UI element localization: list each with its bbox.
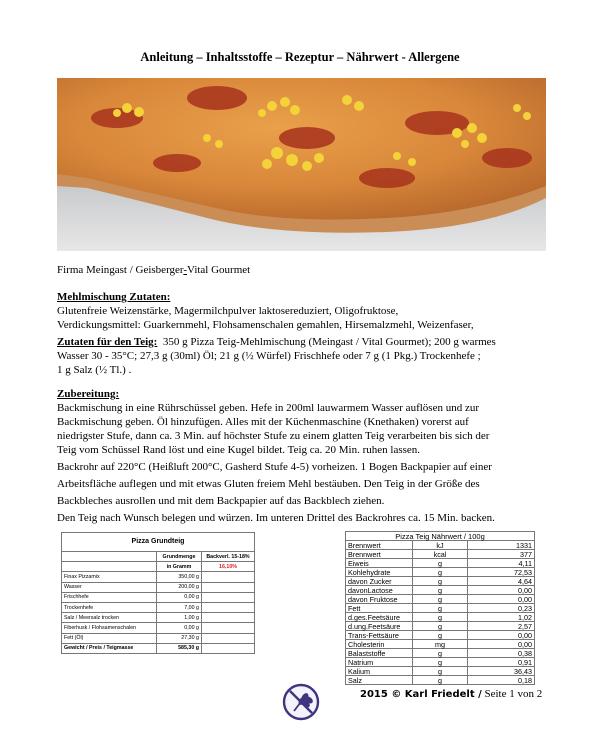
gluten-free-icon <box>281 682 321 727</box>
footer-author: 2015 © Karl Friedelt / <box>360 689 482 700</box>
ingredient-name: Trockenhefe <box>62 602 157 612</box>
nutrient-name: d.ung.Feetsäure <box>346 622 413 631</box>
nutrient-name: Natrium <box>346 658 413 667</box>
ingredient-name: Frischhefe <box>62 592 157 602</box>
nutrient-unit: g <box>413 676 468 685</box>
total-label: Gewicht / Preis / Teigmasse <box>62 643 157 653</box>
nutrient-name: davonLactose <box>346 586 413 595</box>
ingredient-name: Salz / Meersalz trocken <box>62 613 157 623</box>
nutrient-unit: g <box>413 577 468 586</box>
backen-section <box>57 459 547 510</box>
nutrient-value: 1331 <box>468 541 535 550</box>
naehrwert-table <box>345 531 535 685</box>
manufacturer-line <box>57 263 547 277</box>
ingredient-name: Fiberhusk / Flohsamenschalen <box>62 623 157 633</box>
nutrient-unit: mg <box>413 640 468 649</box>
ingredient-amount: 27,30 g <box>157 633 202 643</box>
zubereitung-section <box>57 387 547 457</box>
table-row <box>62 613 255 623</box>
unit-label: in Gramm <box>157 562 202 572</box>
belegen-text: Den Teig nach Wunsch belegen und würzen. Im unteren Drittel des Backrohres ca. 15 Min. backen. <box>57 512 495 524</box>
mehlmischung-heading: Mehlmischung Zutaten: <box>57 291 171 303</box>
table-row <box>346 541 535 550</box>
grundteig-table <box>61 532 255 654</box>
zutaten-section <box>57 335 547 377</box>
nutrient-value: 0,91 <box>468 658 535 667</box>
ingredient-amount: 7,00 g <box>157 602 202 612</box>
table-row <box>346 568 535 577</box>
ingredient-amount: 0,00 g <box>157 592 202 602</box>
nutrient-unit: g <box>413 595 468 604</box>
nutrient-value: 0,00 <box>468 586 535 595</box>
table-row <box>346 622 535 631</box>
nutrient-unit: g <box>413 622 468 631</box>
mehlmischung-section <box>57 290 547 332</box>
ingredient-name: Fett (Öl) <box>62 633 157 643</box>
nutrient-unit: kJ <box>413 541 468 550</box>
nutrient-value: 0,23 <box>468 604 535 613</box>
backen-text: Arbeitsfläche auflegen und mit etwas Gluten freiem Mehl bestäuben. Den Teig in der Größe des <box>57 478 480 490</box>
zubereitung-text: niedrigster Stufe, dann ca. 3 Min. auf höchster Stufe zu einem glatten Teig verarbeiten bis sich der <box>57 430 490 442</box>
nutrient-unit: g <box>413 667 468 676</box>
nutrient-name: Salz <box>346 676 413 685</box>
table-row <box>346 676 535 685</box>
pizza-photo <box>57 78 546 251</box>
nutrient-value: 1,02 <box>468 613 535 622</box>
table-row <box>62 572 255 582</box>
table-row <box>62 623 255 633</box>
nutrient-name: Brennwert <box>346 550 413 559</box>
zutaten-text: Wasser 30 - 35°C; 27,3 g (30ml) Öl; 21 g (½ Würfel) Frischhefe oder 7 g (1 Pkg.) Trockenhefe ; <box>57 350 481 362</box>
nutrient-unit: g <box>413 559 468 568</box>
nutrient-unit: g <box>413 631 468 640</box>
zutaten-heading: Zutaten für den Teig: <box>57 336 158 348</box>
zubereitung-text: Teig vom Schüssel Rand löst und eine Kugel bildet. Teig ca. 20 Min. ruhen lassen. <box>57 444 421 456</box>
table-row <box>346 559 535 568</box>
name-separator: - <box>183 264 188 276</box>
table-row <box>62 592 255 602</box>
ingredient-amount: 350,00 g <box>157 572 202 582</box>
table-row <box>346 631 535 640</box>
nutrient-value: 72,53 <box>468 568 535 577</box>
zubereitung-text: Backmischung in eine Rührschüssel geben. Hefe in 200ml lauwarmem Wasser auflösen und zur <box>57 402 479 414</box>
zutaten-text: 1 g Salz (½ Tl.) . <box>57 364 132 376</box>
nutrient-unit: g <box>413 586 468 595</box>
nutrient-value: 2,57 <box>468 622 535 631</box>
ingredient-amount: 0,00 g <box>157 623 202 633</box>
footer-page: Seite 1 von 2 <box>481 688 543 700</box>
nutrient-value: 0,18 <box>468 676 535 685</box>
mehlmischung-line: Glutenfreie Weizenstärke, Magermilchpulver laktosereduziert, Oligofruktose, <box>57 305 399 317</box>
backverlust-value: 16,10% <box>202 562 255 572</box>
nutrient-name: d.ges.Feetsäure <box>346 613 413 622</box>
nutrient-name: Fett <box>346 604 413 613</box>
nutrient-value: 377 <box>468 550 535 559</box>
table-row <box>346 640 535 649</box>
grundteig-title: Pizza Grundteig <box>62 533 255 552</box>
table-row <box>346 595 535 604</box>
nutrient-value: 4,64 <box>468 577 535 586</box>
nutrient-value: 0,00 <box>468 631 535 640</box>
nutrient-value: 36,43 <box>468 667 535 676</box>
company-name: Firma Meingast / Geisberger <box>57 264 184 276</box>
table-row <box>62 633 255 643</box>
total-value: 585,30 g <box>157 643 202 653</box>
naehrwert-title: Pizza Teig Nährwert / 100g <box>346 532 535 541</box>
nutrient-name: Brennwert <box>346 541 413 550</box>
backen-text: Backbleches ausrollen und mit dem Backpapier auf das Backblech ziehen. <box>57 495 385 507</box>
ingredient-name: Wasser <box>62 582 157 592</box>
table-row <box>346 550 535 559</box>
nutrient-unit: g <box>413 649 468 658</box>
product-line: Vital Gourmet <box>187 264 251 276</box>
nutrient-name: Kohlehydrate <box>346 568 413 577</box>
nutrient-unit: g <box>413 658 468 667</box>
nutrient-name: Cholesterin <box>346 640 413 649</box>
zubereitung-heading: Zubereitung: <box>57 388 120 400</box>
page-title: Anleitung – Inhaltsstoffe – Rezeptur – Nährwert - Allergene <box>140 50 460 64</box>
nutrient-unit: g <box>413 604 468 613</box>
col-grundmenge: Grundmenge <box>157 552 202 562</box>
backen-text: Backrohr auf 220°C (Heißluft 200°C, Gasherd Stufe 4-5) vorheizen. 1 Bogen Backpapier auf einer <box>57 461 492 473</box>
col-backverlust: Backverl. 15-18% <box>202 552 255 562</box>
nutrient-value: 0,38 <box>468 649 535 658</box>
table-row <box>346 577 535 586</box>
table-row <box>346 604 535 613</box>
nutrient-name: Kalium <box>346 667 413 676</box>
page-footer <box>360 688 542 700</box>
mehlmischung-line: Verdickungsmittel: Guarkernmehl, Flohsamenschalen gemahlen, Hirsemalzmehl, Weizenfaser, <box>57 319 474 331</box>
table-row <box>346 658 535 667</box>
ingredient-name: Finax Pizzamix <box>62 572 157 582</box>
table-row <box>62 602 255 612</box>
ingredient-amount: 200,00 g <box>157 582 202 592</box>
nutrient-name: Trans-Fettsäure <box>346 631 413 640</box>
table-row <box>62 582 255 592</box>
nutrient-name: davon Zucker <box>346 577 413 586</box>
table-row <box>346 649 535 658</box>
ingredient-amount: 1,00 g <box>157 613 202 623</box>
nutrient-unit: g <box>413 568 468 577</box>
zutaten-text: 350 g Pizza Teig-Mehlmischung (Meingast / Vital Gourmet); 200 g warmes <box>157 336 496 348</box>
nutrient-name: davon Fruktose <box>346 595 413 604</box>
table-row <box>346 667 535 676</box>
nutrient-name: Eiweis <box>346 559 413 568</box>
nutrient-value: 0,00 <box>468 595 535 604</box>
nutrient-unit: g <box>413 613 468 622</box>
table-row <box>346 586 535 595</box>
table-row <box>346 613 535 622</box>
nutrient-value: 0,00 <box>468 640 535 649</box>
nutrient-value: 4,11 <box>468 559 535 568</box>
nutrient-name: Balaststoffe <box>346 649 413 658</box>
zubereitung-text: Backmischung geben. Öl hinzufügen. Alles mit der Küchenmaschine (Knethaken) vorerst auf <box>57 416 469 428</box>
nutrient-unit: kcal <box>413 550 468 559</box>
